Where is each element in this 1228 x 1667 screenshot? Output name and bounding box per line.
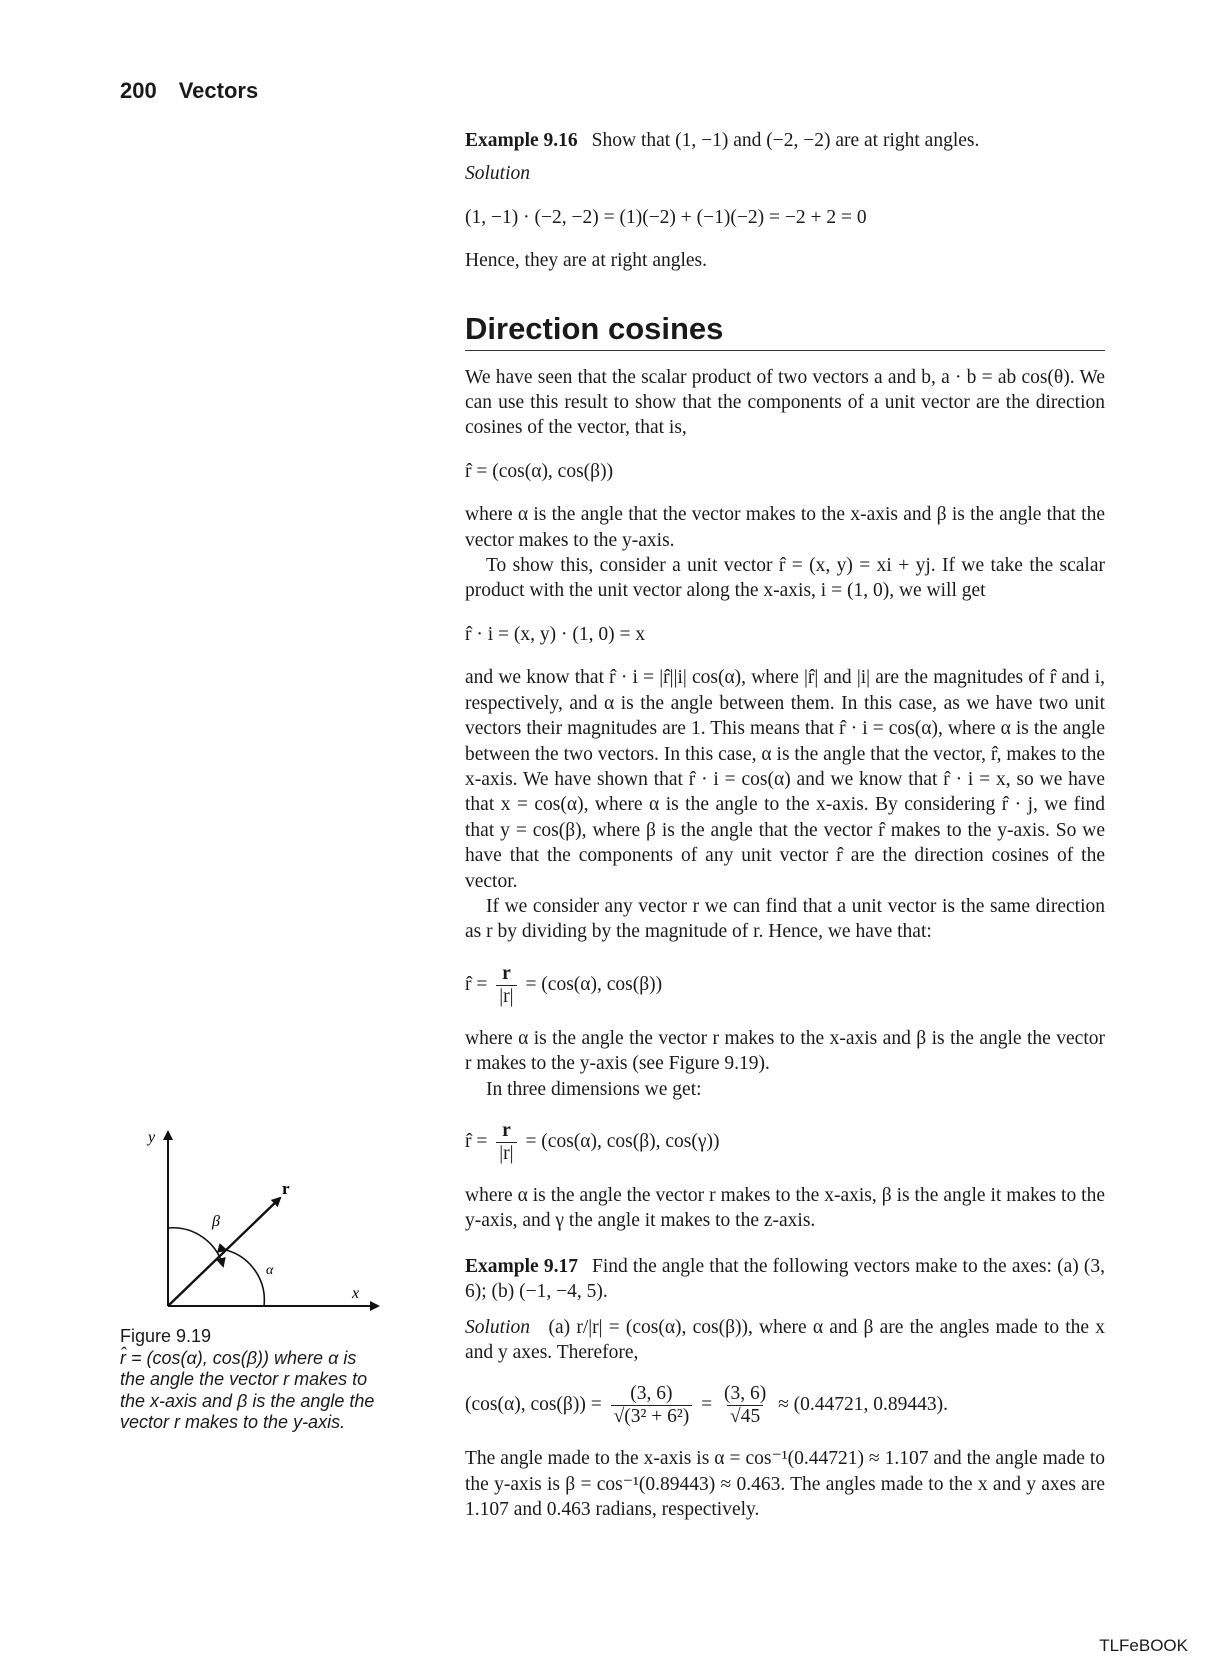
fraction [611, 1383, 693, 1428]
solution-label: Solution [465, 163, 531, 185]
denominator: |r| [496, 985, 516, 1008]
fraction [721, 1383, 769, 1428]
conclusion: Hence, they are at right angles. [465, 250, 708, 272]
equation-fraction [465, 1383, 1105, 1428]
eq-rhs: = (cos(α), cos(β), cos(γ)) [525, 1130, 720, 1152]
figure-caption-title: Figure 9.19 [120, 1326, 212, 1346]
fraction [496, 1120, 516, 1165]
alpha-label: α [266, 1263, 274, 1278]
eq-rhs: ≈ (0.44721, 0.89443). [778, 1394, 949, 1416]
equation: r̂ · i = (x, y) · (1, 0) = x [465, 623, 646, 645]
watermark: TLFeBOOK [1099, 1636, 1188, 1655]
solution-text: (a) r/|r| = (cos(α), cos(β)), where α and β are the angles made to the x and y axes. Therefore, [465, 1316, 1106, 1363]
paragraph: where α is the angle that the vector makes to the x-axis and β is the angle that the vector makes to the y-axis. [465, 504, 1105, 551]
equation-fraction [465, 963, 1105, 1008]
equation-fraction [465, 1120, 1105, 1165]
equation: r̂ = (cos(α), cos(β)) [465, 460, 614, 482]
paragraph: If we consider any vector r we can find that a unit vector is the same direction as r by dividing by the magnitude of r. Hence, we have that: [465, 895, 1105, 943]
denominator: √45 [727, 1405, 763, 1428]
numerator: r [502, 962, 511, 984]
paragraph: where α is the angle the vector r makes to the x-axis and β is the angle the vector r makes to the y-axis (see Figure 9.19). [465, 1027, 1105, 1075]
page-number: 200 [120, 78, 157, 103]
denominator: √(3² + 6²) [611, 1405, 693, 1428]
equation: (1, −1) · (−2, −2) = (1)(−2) + (−1)(−2) = −2 + 2 = 0 [465, 206, 867, 228]
eq-lhs: (cos(α), cos(β)) = [465, 1394, 602, 1416]
example-9-16 [465, 128, 1105, 153]
eq-rhs: = (cos(α), cos(β)) [525, 973, 663, 995]
example-label: Example 9.16 [465, 130, 578, 151]
eq-lhs: r̂ = [465, 973, 488, 995]
beta-label: β [212, 1213, 220, 1230]
numerator: r [502, 1119, 511, 1141]
denominator: |r| [496, 1142, 516, 1165]
paragraph: In three dimensions we get: [486, 1078, 702, 1100]
example-prompt: Show that (1, −1) and (−2, −2) are at right angles. [591, 130, 980, 151]
figure-caption [120, 1326, 375, 1434]
x-axis-label: x [352, 1285, 360, 1302]
main-column [465, 128, 1105, 1523]
example-label: Example 9.17 [465, 1255, 578, 1277]
paragraph: To show this, consider a unit vector r̂ = (x, y) = xi + yj. If we take the scalar product with the unit vector along the x-axis, i = (1, 0), we will get [465, 555, 1105, 602]
solution [465, 1315, 1105, 1366]
paragraph: where α is the angle the vector r makes to the x-axis, β is the angle it makes to the y-axis, and γ the angle it makes to the z-axis. [465, 1184, 1105, 1232]
fraction [496, 963, 516, 1008]
paragraph: We have seen that the scalar product of two vectors a and b, a · b = ab cos(θ). We can use this result to show that the components of a unit vector are the direction cosines of the vector, that is, [465, 366, 1105, 439]
chapter-title: Vectors [178, 78, 259, 103]
page-header [120, 78, 258, 104]
solution-label: Solution [465, 1316, 531, 1338]
y-axis-label: y [148, 1129, 156, 1146]
numerator: (3, 6) [630, 1383, 673, 1405]
figure-caption-body: r̂ = (cos(α), cos(β)) where α is the angle the vector r makes to the x-axis and β is the angle the vector r makes to the y-axis. [120, 1347, 375, 1432]
numerator: (3, 6) [723, 1383, 767, 1405]
figure-9-19-diagram [120, 1120, 380, 1320]
example-prompt: Find the angle that the following vectors make to the axes: (a) (3, 6); (b) (−1, −4, 5). [465, 1255, 1106, 1303]
alpha-arc [226, 1250, 264, 1306]
eq-equals: = [701, 1394, 713, 1416]
paragraph: The angle made to the x-axis is α = cos⁻¹(0.44721) ≈ 1.107 and the angle made to the y-axis is β = cos⁻¹(0.89443) ≈ 0.463. The angles made to the x and y axes are 1.107 and 0.463 radians, respectively. [465, 1448, 1105, 1521]
section-title: Direction cosines [465, 312, 1105, 351]
eq-lhs: r̂ = [465, 1130, 488, 1152]
example-9-17 [465, 1254, 1105, 1305]
vector-label: r [282, 1179, 290, 1198]
paragraph: and we know that r̂ · i = |r̂||i| cos(α), where |r̂| and |i| are the magnitudes of r̂ and i, respectively, and α is the angle between them. In this case, as we have two unit vectors their magnitudes are 1. This means that r̂ · i = cos(α), where α is the angle between the two vectors. In this case, α is the angle that the vector, r̂, makes to the x-axis. We have shown that r̂ · i = cos(α) and we know that r̂ · i = x, so we have that x = cos(α), where α is the angle to the x-axis. By considering r̂ · j, we find that y = cos(β), where β is the angle that the vector r̂ makes to the y-axis. So we have that the components of any unit vector r̂ are the direction cosines of the vector. [465, 667, 1105, 892]
